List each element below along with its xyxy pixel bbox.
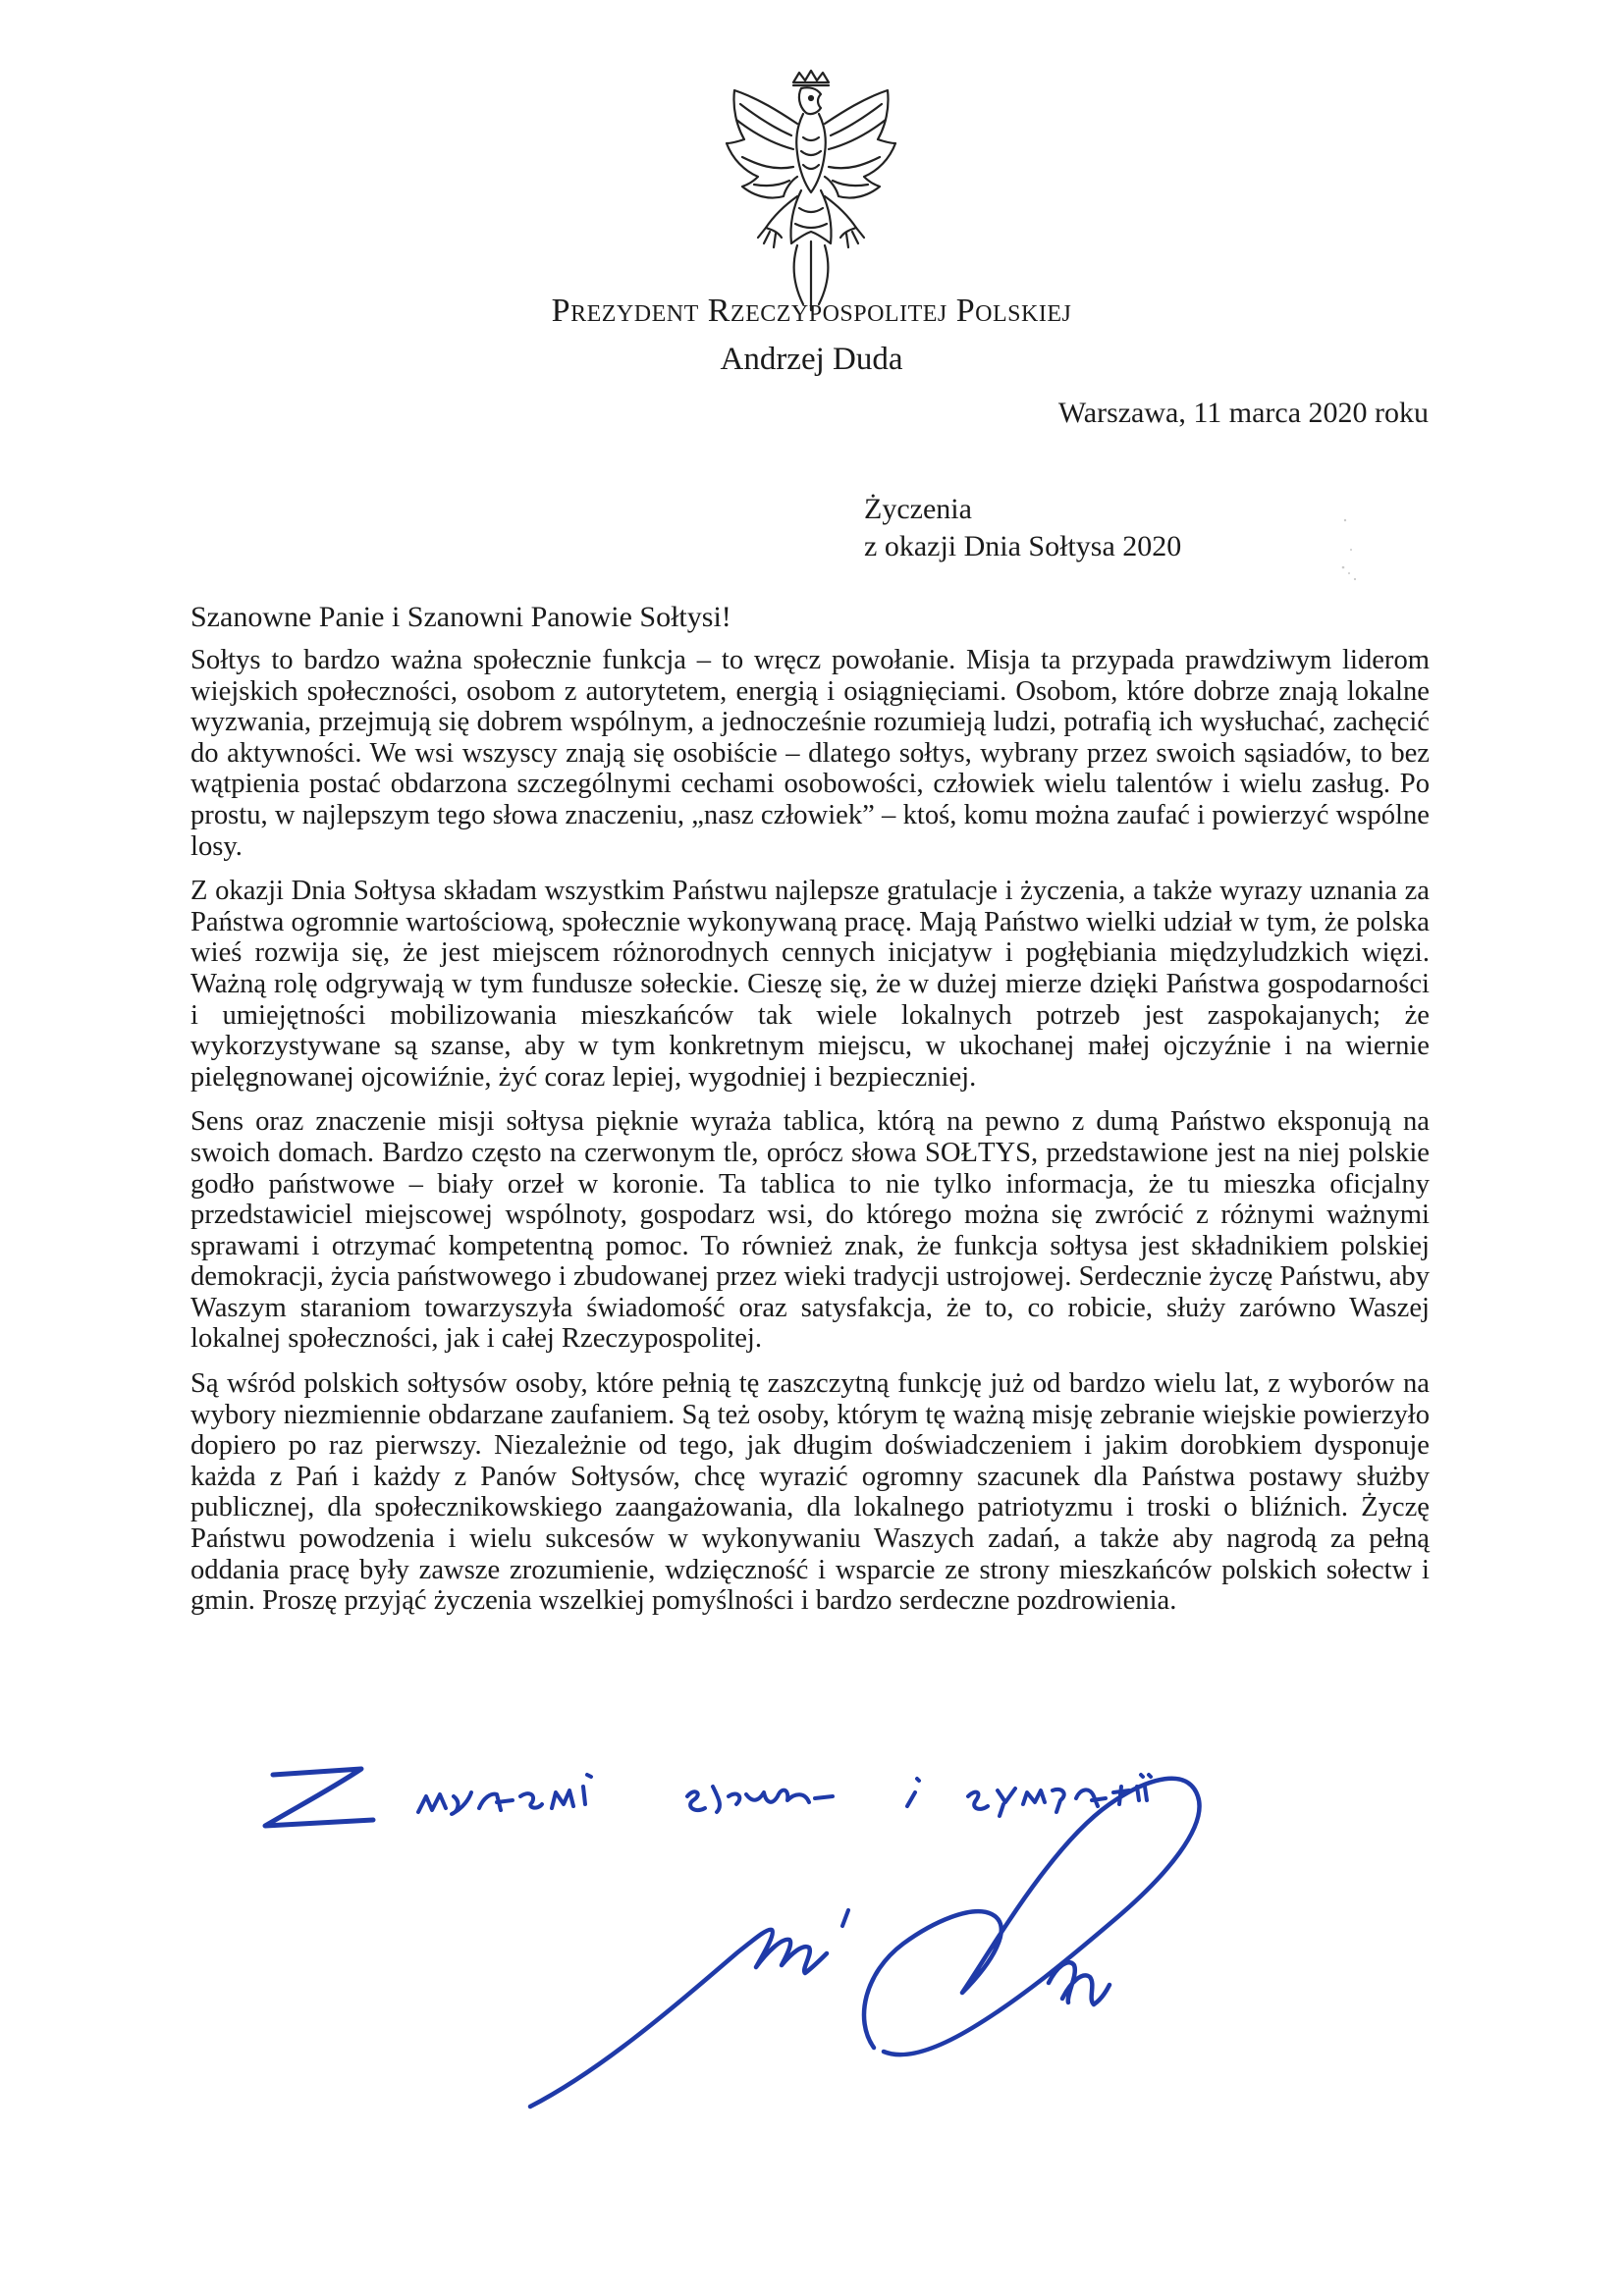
paragraph: Są wśród polskich sołtysów osoby, które pełnią tę zaszczytną funkcję już od bardzo wielu lat, z wyborów na wybory niezmiennie obdarzane zaufaniem. Są też osoby, którym tę ważną misję zebranie wiejskie powierzyło dopiero po raz pierwszy. Niezależnie od tego, jak długim doświadczeniem i jakim dorobkiem dysponuje każda z Pań i każdy z Panów Sołtysów, chcę wyrazić ogromny szacunek dla Państwa postawy służby publicznej, dla społecznikowskiego zaangażowania, dla lokalnego patriotyzmu i troski o bliźnich. Życzę Państwu powodzenia i wielu sukcesów w wykonywaniu Waszych zadań, a także aby nagrodą za pełną oddania pracę były zawsze zrozumienie, wdzięczność i wsparcie ze strony mieszkańców polskich sołectw i gmin. Proszę przyjąć życzenia wszelkiej pomyślności i bardzo serdeczne pozdrowienia.: [190, 1368, 1430, 1617]
subject-line-1: Życzenia: [864, 493, 972, 525]
president-name: Andrzej Duda: [720, 342, 903, 377]
handwritten-closing: [265, 1769, 1151, 1826]
scan-noise-icon: [1325, 510, 1384, 589]
paragraph: Sołtys to bardzo ważna społecznie funkcja – to wręcz powołanie. Misja ta przypada prawdziwym liderom wiejskich społeczności, osobom z autorytetem, energią i osiągnięciami. Osobom, które dobrze znają lokalne wyzwania, przejmują się dobrem wspólnym, a jednocześnie rozumieją ludzi, potrafią ich wysłuchać, zachęcić do aktywności. We wsi wszyscy znają się osobiście – dlatego sołtys, wybrany przez swoich sąsiadów, to bez wątpienia postać obdarzona szczególnymi cechami osobowości, człowiek wielu talentów i wielu zasług. Po prostu, w najlepszym tego słowa znaczeniu, „nasz człowiek” – ktoś, komu można zaufać i powierzyć wspólne losy.: [190, 645, 1430, 862]
letter-body: [190, 645, 1430, 1630]
subject-line-2: z okazji Dnia Sołtysa 2020: [864, 530, 1182, 562]
handwritten-closing-and-signature: [226, 1757, 1492, 2120]
white-eagle-emblem-icon: [715, 69, 907, 320]
place-and-date: Warszawa, 11 marca 2020 roku: [1057, 397, 1429, 429]
paragraph: Sens oraz znaczenie misji sołtysa pięknie wyraża tablica, którą na pewno z dumą Państwo eksponują na swoich domach. Bardzo często na czerwonym tle, oprócz słowa SOŁTYS, przedstawione jest na niej polskie godło państwowe – biały orzeł w koronie. Ta tablica to nie tylko informacja, że tu mieszka oficjalny przedstawiciel miejscowej wspólnoty, gospodarz wsi, do którego można się zwrócić z różnymi ważnymi sprawami i otrzymać kompetentną pomoc. To również znak, że funkcja sołtysa jest składnikiem polskiej demokracji, życia państwowego i zbudowanej przez wieki tradycji ustrojowej. Serdecznie życzę Państwu, aby Waszym staraniom towarzyszyła świadomość oraz satysfakcja, że to, co robicie, służy zarówno Waszej lokalnej społeczności, jak i całej Rzeczypospolitej.: [190, 1106, 1430, 1355]
office-title: Prezydent Rzeczypospolitej Polskiej: [551, 293, 1072, 329]
letter-subject: [864, 491, 1181, 565]
signature: [530, 1779, 1200, 2107]
paragraph: Z okazji Dnia Sołtysa składam wszystkim Państwu najlepsze gratulacje i życzenia, a także wyrazy uznania za Państwa ogromnie wartościową, społecznie wykonywaną pracę. Mają Państwo wielki udział w tym, że polska wieś rozwija się, że jest miejscem różnorodnych cennych inicjatyw i pogłębiania międzyludzkich więzi. Ważną rolę odgrywają w tym fundusze sołeckie. Cieszę się, że w dużej mierze dzięki Państwa gospodarności i umiejętności mobilizowania mieszkańców tak wiele lokalnych potrzeb jest zaspokajanych; że wykorzystywane są szanse, aby w tym konkretnym miejscu, w ukochanej małej ojczyźnie i na wiernie pielęgnowanej ojcowiźnie, żyć coraz lepiej, wygodniej i bezpieczniej.: [190, 876, 1430, 1093]
salutation: Szanowne Panie i Szanowni Panowie Sołtysi!: [190, 601, 731, 633]
